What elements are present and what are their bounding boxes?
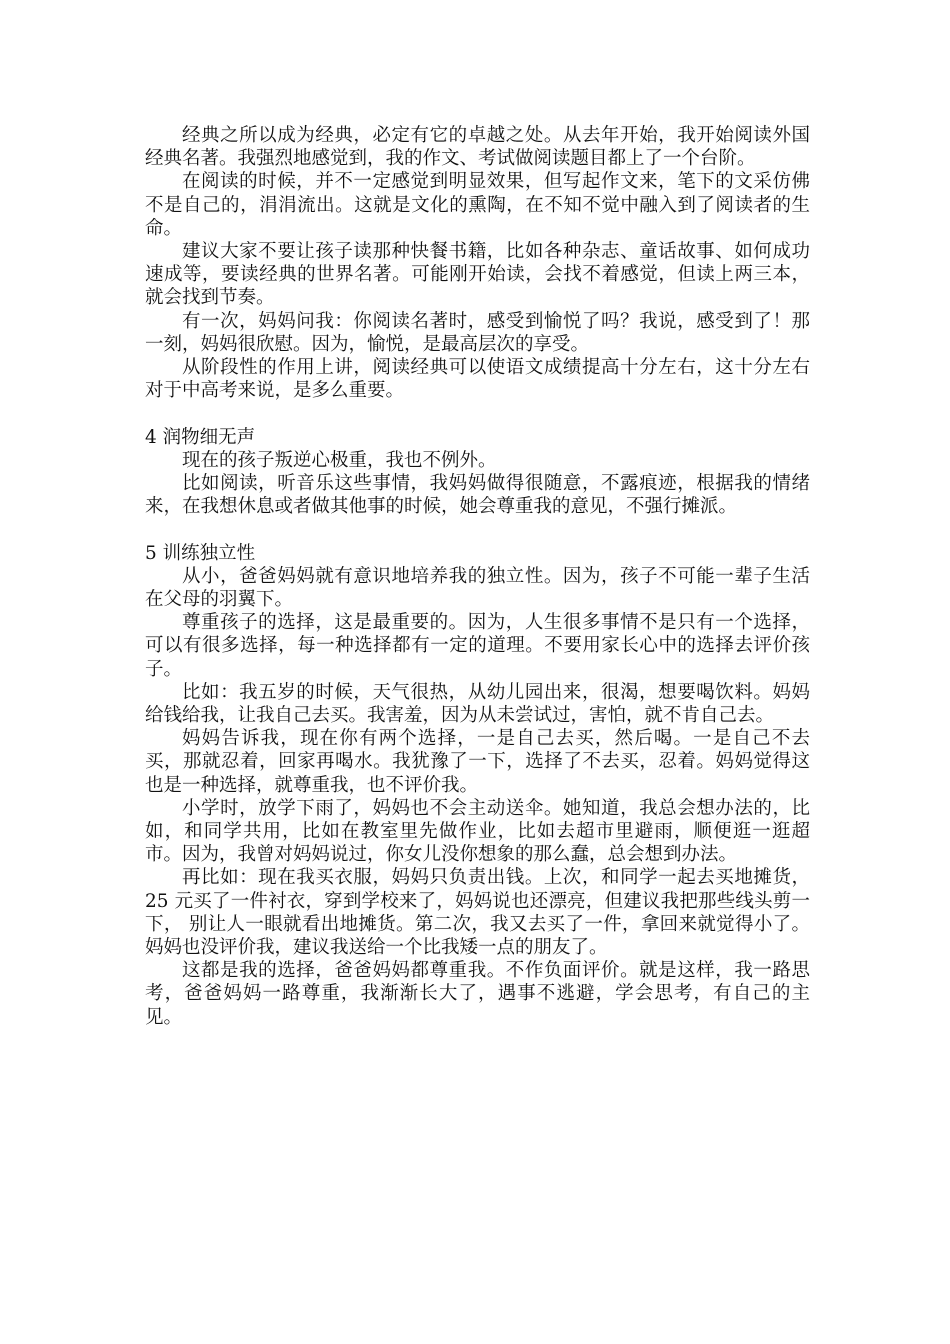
paragraph: 小学时，放学下雨了，妈妈也不会主动送伞。她知道，我总会想办法的，比如，和同学共用，比如在教室里先做作业，比如去超市里避雨，顺便逛一逛超市。因为，我曾对妈妈说过，你女儿没你想象的那么蠢，总会想到办法。 bbox=[145, 797, 810, 866]
section-heading: 4 润物细无声 bbox=[145, 426, 256, 448]
paragraph: 这都是我的选择，爸爸妈妈都尊重我。不作负面评价。就是这样，我一路思考，爸爸妈妈一路尊重，我渐渐长大了，遇事不逃避，学会思考，有自己的主见。 bbox=[145, 960, 810, 1028]
paragraph: 从小，爸爸妈妈就有意识地培养我的独立性。因为，孩子不可能一辈子生活在父母的羽翼下。 bbox=[145, 565, 810, 611]
document-body bbox=[145, 124, 810, 1029]
paragraph: 现在的孩子叛逆心极重，我也不例外。 bbox=[182, 449, 497, 471]
paragraph: 妈妈告诉我，现在你有两个选择，一是自己去买，然后喝。一是自己不去买，那就忍着，回家再喝水。我犹豫了一下，选择了不去买，忍着。妈妈觉得这也是一种选择，就尊重我，也不评价我。 bbox=[145, 728, 810, 796]
paragraph: 尊重孩子的选择，这是最重要的。因为，人生很多事情不是只有一个选择，可以有很多选择，每一种选择都有一定的道理。不要用家长心中的选择去评价孩子。 bbox=[145, 612, 810, 680]
section-spacer bbox=[145, 518, 810, 541]
section-intro bbox=[145, 124, 810, 402]
section-5 bbox=[145, 542, 810, 1029]
paragraph: 经典之所以成为经典，必定有它的卓越之处。从去年开始，我开始阅读外国经典名著。我强烈地感觉到，我的作文、考试做阅读题目都上了一个台阶。 bbox=[145, 125, 810, 170]
paragraph: 比如：我五岁的时候，天气很热，从幼儿园出来，很渴，想要喝饮料。妈妈给钱给我，让我自己去买。我害羞，因为从未尝试过，害怕，就不肯自己去。 bbox=[145, 681, 810, 727]
section-4 bbox=[145, 426, 810, 519]
paragraph: 从阶段性的作用上讲，阅读经典可以使语文成绩提高十分左右，这十分左右对于中高考来说，是多么重要。 bbox=[145, 357, 810, 402]
paragraph: 有一次，妈妈问我：你阅读名著时，感受到愉悦了吗？我说，感受到了！那一刻，妈妈很欣慰。因为，愉悦，是最高层次的享受。 bbox=[145, 310, 810, 355]
paragraph: 在阅读的时候，并不一定感觉到明显效果，但写起作文来，笔下的文采仿佛不是自己的，涓涓流出。这就是文化的熏陶，在不知不觉中融入到了阅读者的生命。 bbox=[145, 171, 810, 239]
section-spacer bbox=[145, 402, 810, 425]
section-heading: 5 训练独立性 bbox=[145, 542, 256, 564]
paragraph: 建议大家不要让孩子读那种快餐书籍，比如各种杂志、童话故事、如何成功速成等，要读经典的世界名著。可能刚开始读，会找不着感觉，但读上两三本，就会找到节奏。 bbox=[145, 241, 810, 309]
paragraph: 比如阅读，听音乐这些事情，我妈妈做得很随意，不露痕迹，根据我的情绪来，在我想休息或者做其他事的时候，她会尊重我的意见，不强行摊派。 bbox=[145, 473, 810, 518]
paragraph: 再比如：现在我买衣服，妈妈只负责出钱。上次，和同学一起去买地摊货，25 元买了一件衬衣，穿到学校来了，妈妈说也还漂亮，但建议我把那些线头剪一下， 别让人一眼就看出地摊货。第二次，我又去买了一件，拿回来就觉得小了。妈妈也没评价我，建议我送给一个比我矮一点的朋友了。 bbox=[145, 867, 810, 959]
